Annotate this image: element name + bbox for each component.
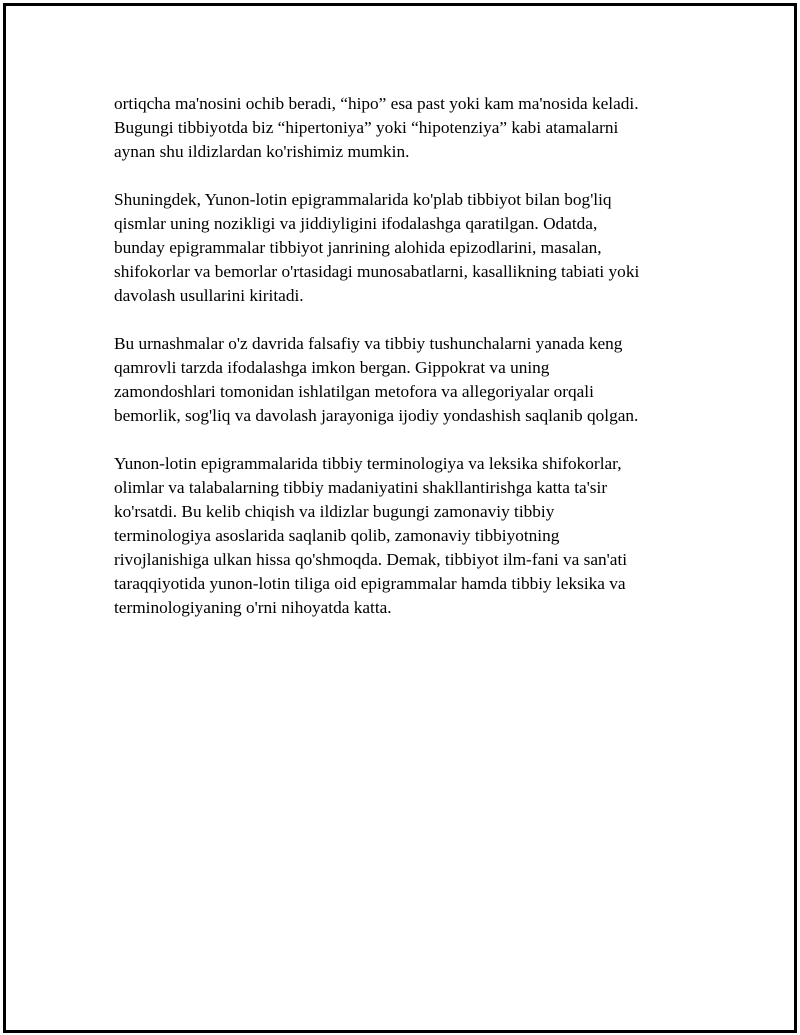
text-line: davolash usullarini kiritadi. <box>114 286 304 305</box>
text-line: Bugungi tibbiyotda biz “hipertoniya” yoki “hipotenziya” kabi atamalarni <box>114 118 619 137</box>
paragraph-1 <box>114 92 694 164</box>
text-line: bunday epigrammalar tibbiyot janrining alohida epizodlarini, masalan, <box>114 238 602 257</box>
text-line: terminologiya asoslarida saqlanib qolib, zamonaviy tibbiyotning <box>114 526 560 545</box>
text-line: Shuningdek, Yunon-lotin epigrammalarida ko'plab tibbiyot bilan bog'liq <box>114 190 612 209</box>
text-line: qismlar uning nozikligi va jiddiyligini ifodalashga qaratilgan. Odatda, <box>114 214 598 233</box>
document-body <box>114 92 694 644</box>
text-line: rivojlanishiga ulkan hissa qo'shmoqda. Demak, tibbiyot ilm-fani va san'ati <box>114 550 628 569</box>
text-line: Yunon-lotin epigrammalarida tibbiy terminologiya va leksika shifokorlar, <box>114 454 622 473</box>
paragraph-3 <box>114 332 694 428</box>
text-line: terminologiyaning o'rni nihoyatda katta. <box>114 598 392 617</box>
text-line: qamrovli tarzda ifodalashga imkon bergan. Gippokrat va uning <box>114 358 550 377</box>
text-line: aynan shu ildizlardan ko'rishimiz mumkin. <box>114 142 410 161</box>
text-line: olimlar va talabalarning tibbiy madaniyatini shakllantirishga katta ta'sir <box>114 478 608 497</box>
text-line: bemorlik, sog'liq va davolash jarayoniga ijodiy yondashish saqlanib qolgan. <box>114 406 639 425</box>
text-line: shifokorlar va bemorlar o'rtasidagi munosabatlarni, kasallikning tabiati yoki <box>114 262 640 281</box>
text-line: zamondoshlari tomonidan ishlatilgan metofora va allegoriyalar orqali <box>114 382 594 401</box>
text-line: ortiqcha ma'nosini ochib beradi, “hipo” esa past yoki kam ma'nosida keladi. <box>114 94 639 113</box>
text-line: Bu urnashmalar o'z davrida falsafiy va tibbiy tushunchalarni yanada keng <box>114 334 623 353</box>
paragraph-2 <box>114 188 694 308</box>
text-line: ko'rsatdi. Bu kelib chiqish va ildizlar bugungi zamonaviy tibbiy <box>114 502 555 521</box>
paragraph-4 <box>114 452 694 620</box>
text-line: taraqqiyotida yunon-lotin tiliga oid epigrammalar hamda tibbiy leksika va <box>114 574 626 593</box>
